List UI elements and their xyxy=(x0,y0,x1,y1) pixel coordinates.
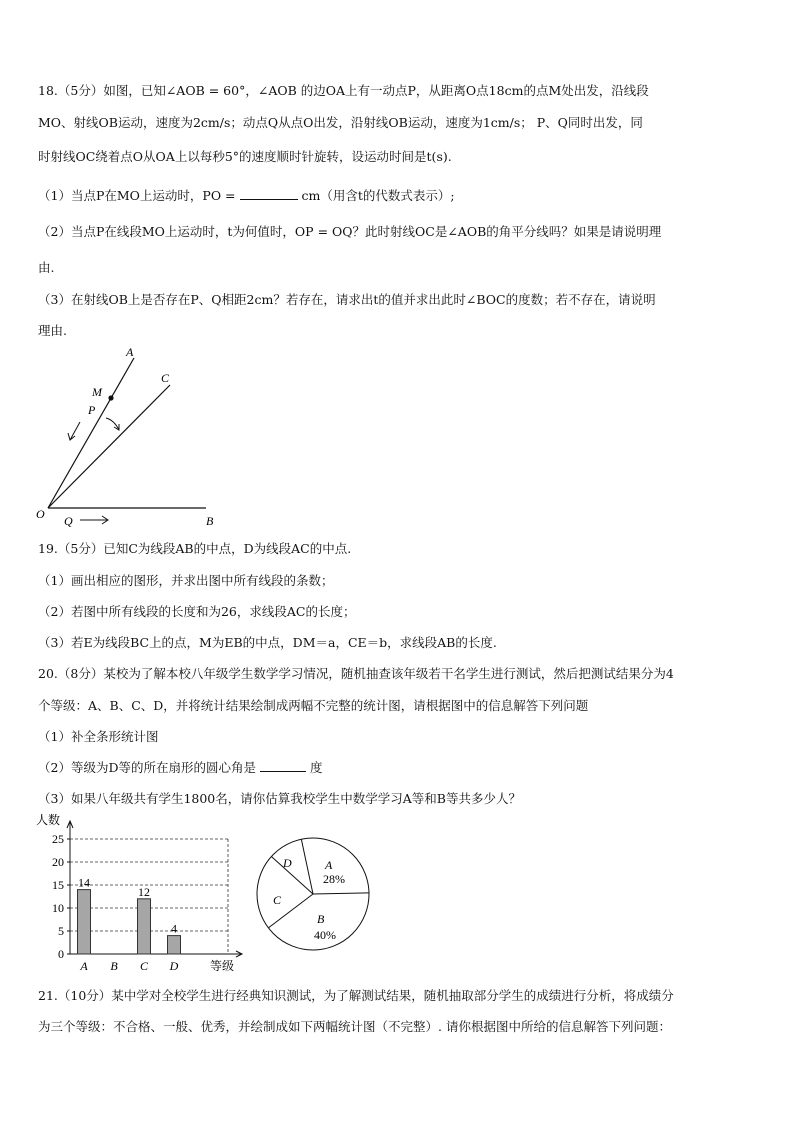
ray-oc xyxy=(48,385,170,508)
x-tick-label: A xyxy=(80,959,88,973)
pie-slice-percent: 28% xyxy=(323,872,345,886)
label-c: C xyxy=(161,371,170,385)
y-tick-label: 0 xyxy=(58,947,64,961)
label-b: B xyxy=(206,514,214,528)
label-q: Q xyxy=(64,514,73,528)
answer-blank-angle xyxy=(260,759,306,772)
q18-sub3-line1: （3）在射线OB上是否存在P、Q相距2cm？若存在，请求出t的值并求出此时∠BOC的度数；若不存在，请说明 xyxy=(38,292,656,307)
q18-sub2-line2: 由. xyxy=(38,260,55,275)
q20-line1: 20.（8分）某校为了解本校八年级学生数学学习情况，随机抽查该年级若干名学生进行测试，然后把测试结果分为4 xyxy=(38,666,674,681)
bar-data-label: 4 xyxy=(171,921,177,936)
q18-sub1-text: （1）当点P在MO上运动时，PO = xyxy=(38,188,236,203)
pie-slice-label: A xyxy=(325,858,333,872)
x-tick-label: C xyxy=(139,959,149,973)
ray-oa xyxy=(48,358,134,508)
bar xyxy=(168,936,181,954)
pie-slice-label: D xyxy=(283,856,292,870)
q19-sub3: （3）若E为线段BC上的点，M为EB的中点，DM＝a，CE＝b，求线段AB的长度. xyxy=(38,635,497,650)
pie-slice-label: B xyxy=(317,912,325,926)
q18-line2: MO、射线OB运动，速度为2cm/s；动点Q从点O出发，沿射线OB运动，速度为1cm/s； P、Q同时出发，同 xyxy=(38,115,643,130)
y-tick-label: 20 xyxy=(52,855,64,869)
bar-chart xyxy=(34,812,254,976)
q19-sub1: （1）画出相应的图形，并求出图中所有线段的条数； xyxy=(38,573,334,588)
q20-sub3: （3）如果八年级共有学生1800名，请你估算我校学生中数学学习A等和B等共多少人？ xyxy=(38,791,521,806)
pie-slice-label: C xyxy=(273,893,282,907)
q18-sub3-line2: 理由. xyxy=(38,323,67,338)
bar xyxy=(78,890,91,954)
bar-data-label: 12 xyxy=(138,884,150,899)
q19-line1: 19.（5分）已知C为线段AB的中点，D为线段AC的中点. xyxy=(38,541,352,556)
label-m: M xyxy=(92,385,102,399)
q20-line2: 个等级：A、B、C、D，并将统计结果绘制成两幅不完整的统计图，请根据图中的信息解答下列问题 xyxy=(38,698,589,713)
q18-line1: 18.（5分）如图，已知∠AOB = 60°，∠AOB 的边OA上有一动点P，从距离O点18cm的点M处出发，沿线段 xyxy=(38,83,649,98)
bar xyxy=(138,899,151,954)
y-tick-label: 25 xyxy=(52,832,64,846)
x-axis-label: 等级 xyxy=(210,959,235,973)
y-tick-label: 10 xyxy=(52,901,64,915)
y-tick-label: 5 xyxy=(58,924,64,938)
angle-figure xyxy=(30,340,230,532)
q18-sub1 xyxy=(38,187,760,205)
q21-line2: 为三个等级：不合格、一般、优秀，并绘制成如下两幅统计图（不完整）. 请你根据图中所给的信息解答下列问题： xyxy=(38,1019,671,1034)
point-m xyxy=(108,395,113,400)
q21-line1: 21.（10分）某中学对全校学生进行经典知识测试，为了解测试结果，随机抽取部分学生的成绩进行分析，将成绩分 xyxy=(38,988,674,1003)
pie-slice-percent: 40% xyxy=(314,928,336,942)
q20-sub2 xyxy=(38,759,760,777)
q18-sub2-line1: （2）当点P在线段MO上运动时，t为何值时，OP = OQ？此时射线OC是∠AOB的角平分线吗？如果是请说明理 xyxy=(38,224,662,239)
q18-sub1-tail: cm（用含t的代数式表示）; xyxy=(301,188,455,203)
q20-sub2-text: （2）等级为D等的所在扇形的圆心角是 xyxy=(38,760,256,775)
label-p: P xyxy=(88,403,96,417)
rotation-arrow-head-icon xyxy=(114,424,119,430)
q19-sub2: （2）若图中所有线段的长度和为26，求线段AC的长度； xyxy=(38,604,356,619)
pie-chart xyxy=(255,832,375,956)
y-axis-label: 人数 xyxy=(36,813,61,827)
q20-sub2-tail: 度 xyxy=(309,760,323,775)
bar-data-label: 14 xyxy=(78,875,90,890)
arrow-p-icon xyxy=(70,422,80,440)
rotation-arrow-icon xyxy=(106,418,119,430)
q18-line3: 时射线OC绕着点O从OA上以每秒5°的速度顺时针旋转，设运动时间是t(s). xyxy=(38,149,452,164)
q20-sub1: （1）补全条形统计图 xyxy=(38,729,159,744)
answer-blank xyxy=(240,187,298,200)
label-o: O xyxy=(36,507,45,521)
x-tick-label: B xyxy=(110,959,118,973)
y-tick-label: 15 xyxy=(52,878,64,892)
label-a: A xyxy=(126,345,134,359)
x-tick-label: D xyxy=(169,959,179,973)
